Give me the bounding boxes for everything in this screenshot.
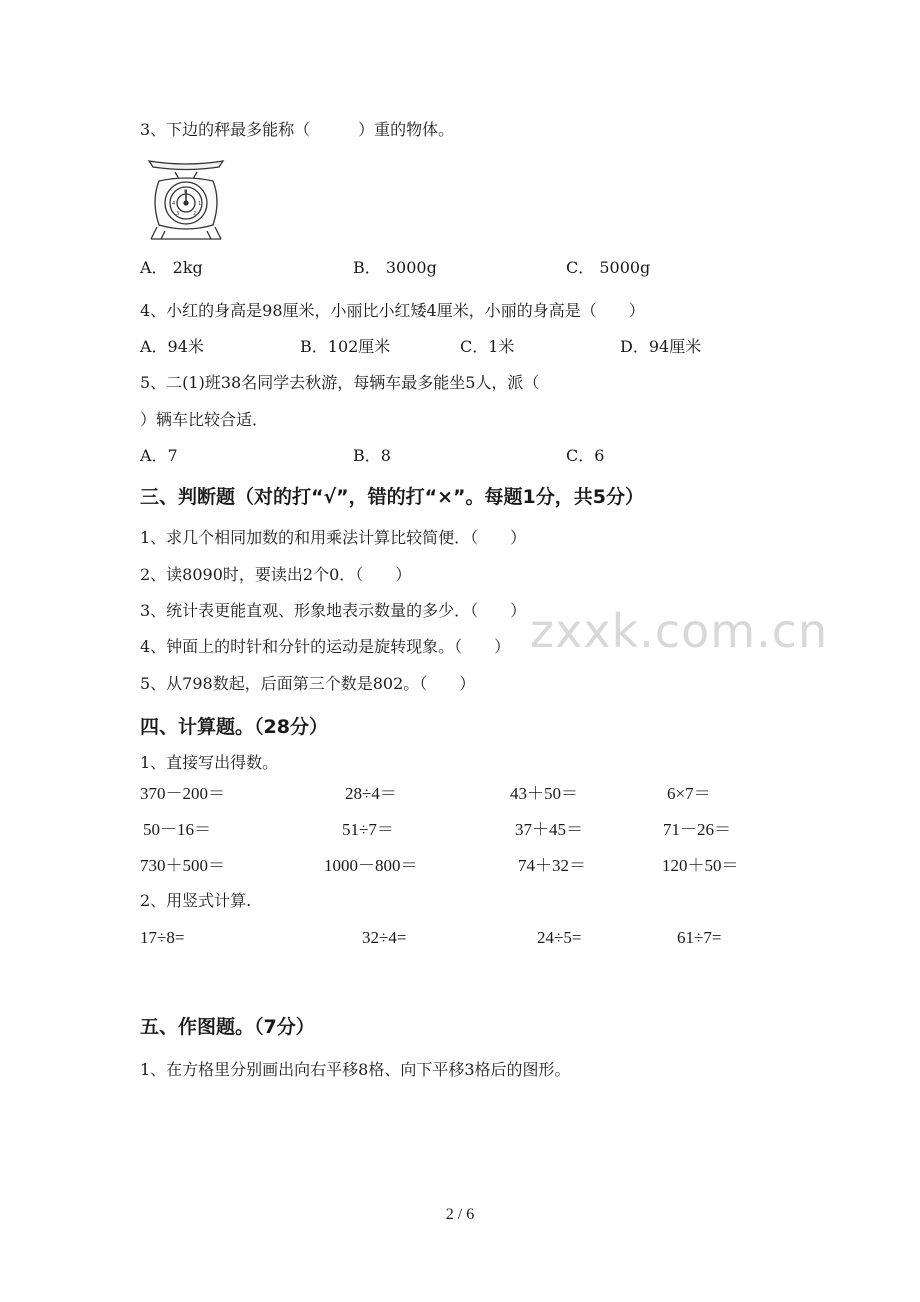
calc-item: 1000－800＝	[324, 856, 418, 875]
judge-item-3: 3、统计表更能直观、形象地表示数量的多少．（ ）	[140, 601, 527, 620]
calc-item: 37＋45＝	[515, 820, 583, 839]
calc-item: 74＋32＝	[518, 856, 586, 875]
vertical-calc-item: 24÷5=	[537, 928, 582, 947]
judge-item-4: 4、钟面上的时针和分针的运动是旋转现象。（ ）	[140, 637, 511, 656]
q4-option-a: A．94米	[140, 337, 204, 356]
q5-option-b: B．8	[353, 446, 391, 465]
judge-item-5: 5、从798数起，后面第三个数是802。（ ）	[140, 674, 476, 693]
watermark: zxxk.com.cn	[530, 604, 829, 658]
question-3-text: 3、下边的秤最多能称（ ）重的物体。	[140, 120, 455, 139]
q3-option-c: C． 5000g	[566, 258, 651, 277]
q4-option-d: D．94厘米	[620, 337, 702, 356]
page-number: 2 / 6	[445, 1206, 475, 1223]
calc-item: 43＋50＝	[510, 784, 578, 803]
question-5-line-2: ）辆车比较合适．	[140, 410, 269, 429]
calc-sub-2: 2、用竖式计算.	[140, 891, 252, 910]
q3-option-a: A． 2kg	[140, 258, 203, 277]
section-5-heading: 五、作图题。（7分）	[140, 1016, 315, 1038]
question-4-text: 4、小红的身高是98厘米，小丽比小红矮4厘米，小丽的身高是（ ）	[140, 301, 645, 320]
svg-text:1: 1	[198, 201, 202, 207]
drawing-item-1: 1、在方格里分别画出向右平移8格、向下平移3格后的图形。	[140, 1060, 571, 1079]
calc-item: 730＋500＝	[140, 856, 225, 875]
section-4-heading: 四、计算题。（28分）	[140, 716, 328, 738]
judge-item-2: 2、读8090时，要读出2个0．（ ）	[140, 565, 412, 584]
q4-option-c: C．1米	[460, 337, 515, 356]
q5-option-a: A．7	[140, 446, 178, 465]
judge-item-1: 1、求几个相同加数的和用乘法计算比较简便．（ ）	[140, 528, 527, 547]
vertical-calc-item: 17÷8=	[140, 928, 185, 947]
section-3-heading: 三、判断题（对的打“√”，错的打“×”。每题1分，共5分）	[140, 486, 644, 508]
weighing-scale-image	[143, 153, 229, 241]
q4-option-b: B．102厘米	[300, 337, 391, 356]
svg-text:2: 2	[193, 211, 197, 217]
calc-sub-1: 1、直接写出得数。	[140, 753, 279, 772]
vertical-calc-item: 61÷7=	[677, 928, 722, 947]
calc-item: 51÷7＝	[342, 820, 394, 839]
svg-text:4: 4	[172, 201, 176, 207]
calc-item: 28÷4＝	[345, 784, 397, 803]
question-5-line-1: 5、二(1)班38名同学去秋游，每辆车最多能坐5人，派（	[140, 373, 540, 392]
calc-item: 370－200＝	[140, 784, 225, 803]
q5-option-c: C．6	[566, 446, 605, 465]
q3-option-b: B． 3000g	[353, 258, 437, 277]
calc-item: 50－16＝	[143, 820, 211, 839]
vertical-calc-item: 32÷4=	[362, 928, 407, 947]
calc-item: 120＋50＝	[662, 856, 739, 875]
calc-item: 71－26＝	[663, 820, 731, 839]
svg-text:3: 3	[176, 211, 180, 217]
svg-text:0: 0	[184, 189, 188, 195]
calc-item: 6×7＝	[667, 784, 711, 803]
